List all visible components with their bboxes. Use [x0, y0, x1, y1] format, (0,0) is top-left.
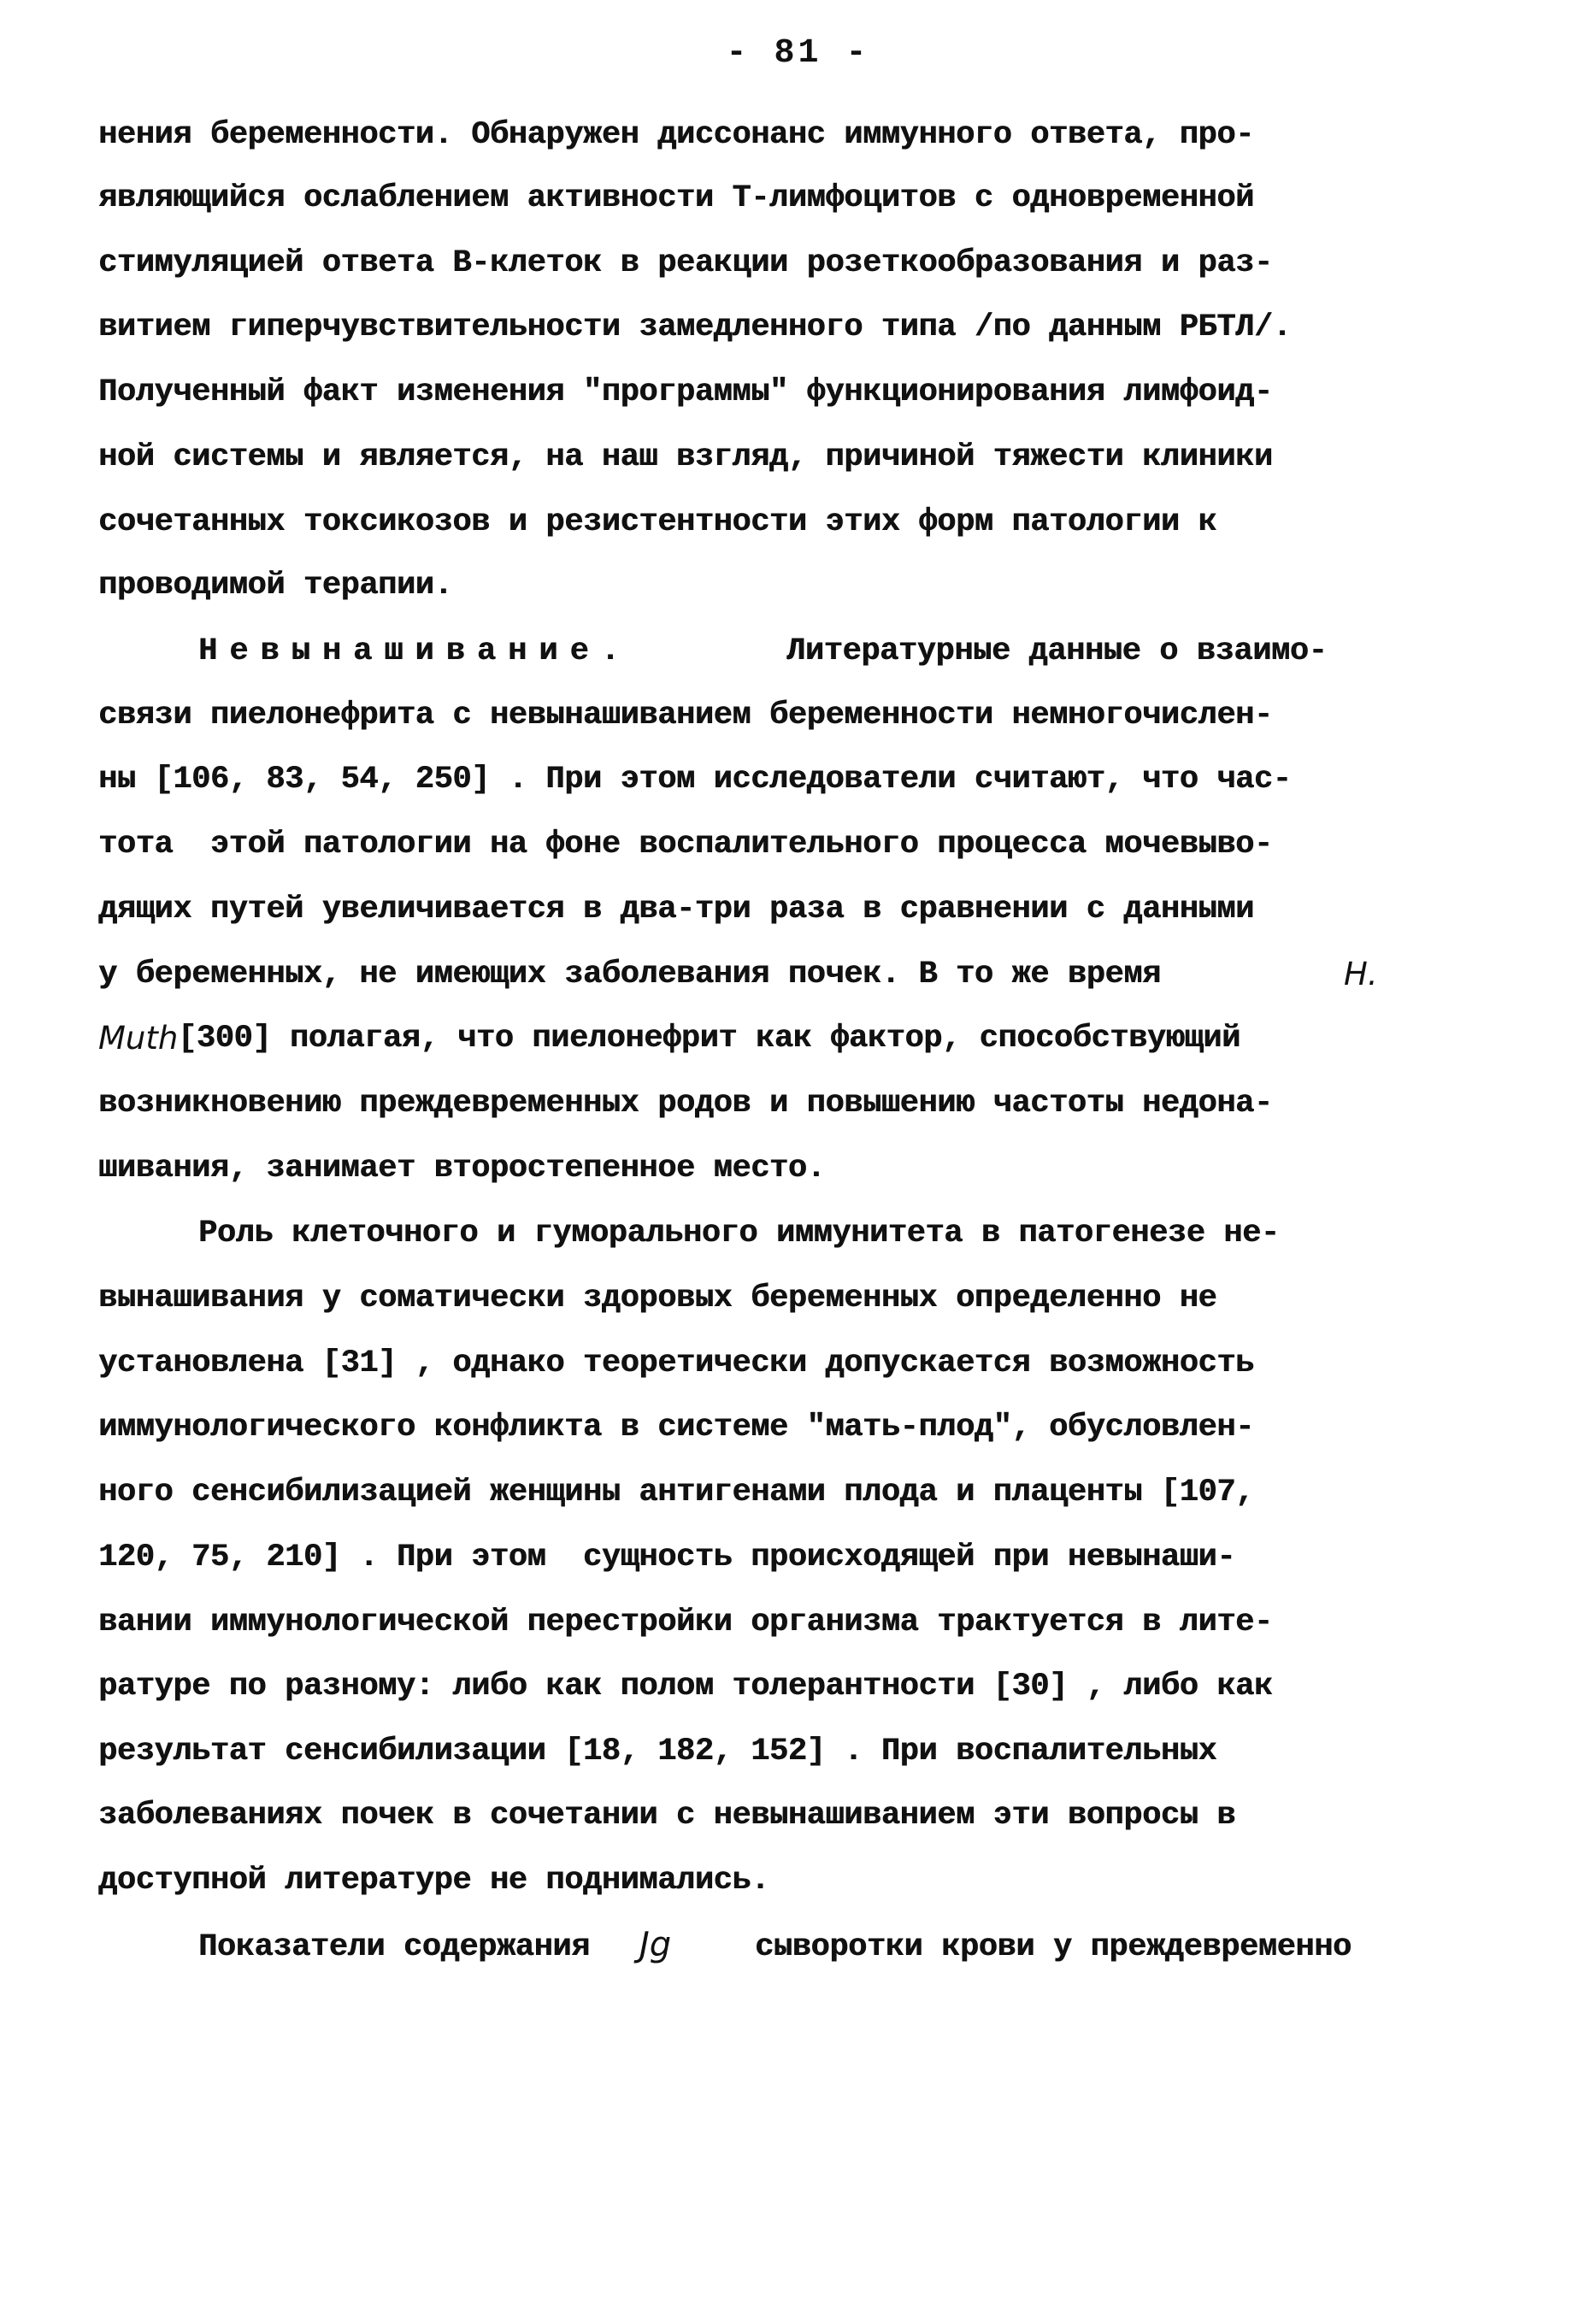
text-line: Роль клеточного и гуморального иммунитета в патогенезе не-: [198, 1216, 1280, 1251]
text-line: результат сенсибилизации [18, 182, 152] . При воспалительных: [98, 1734, 1217, 1769]
text-line: Показатели содержания: [198, 1929, 590, 1965]
text-line: сочетанных токсикозов и резистентности этих форм патологии к: [98, 504, 1217, 540]
text-line: 120, 75, 210] . При этом сущность происходящей при невынаши-: [98, 1540, 1236, 1575]
text-line: нения беременности. Обнаружен диссонанс иммунного ответа, про-: [98, 117, 1254, 153]
handwritten-author-initial: H.: [1344, 956, 1378, 992]
text-line: ратуре по разному: либо как полом толерантности [30] , либо как: [98, 1669, 1273, 1705]
text-line: у беременных, не имеющих заболевания почек. В то же время: [98, 957, 1161, 992]
text-line: вынашивания у соматически здоровых беременных определенно не: [98, 1281, 1217, 1316]
text-line: заболеваниях почек в сочетании с невынашиванием эти вопросы в: [98, 1798, 1236, 1834]
text-line: витием гиперчувствительности замедленного типа /по данным РБТЛ/.: [98, 309, 1292, 345]
text-line: дящих путей увеличивается в два-три раза в сравнении с данными: [98, 892, 1254, 927]
text-line: шивания, занимает второстепенное место.: [98, 1151, 826, 1186]
text-line: стимуляцией ответа В-клеток в реакции розеткообразования и раз-: [98, 245, 1273, 281]
handwritten-author-name: Muth: [98, 1020, 179, 1057]
text-line: вании иммунологической перестройки организма трактуется в лите-: [98, 1604, 1273, 1640]
text-line: ного сенсибилизацией женщины антигенами плода и плаценты [107,: [98, 1475, 1254, 1510]
text-line: установлена [31] , однако теоретически допускается возможность: [98, 1345, 1254, 1381]
text-line: возникновению преждевременных родов и повышению частоты недона-: [98, 1086, 1273, 1122]
text-line: проводимой терапии.: [98, 568, 453, 603]
text-line: иммунологического конфликта в системе "мать-плод", обусловлен-: [98, 1410, 1254, 1445]
text-line: [300] полагая, что пиелонефрит как фактор, способствующий: [178, 1021, 1240, 1057]
text-line: сыворотки крови у преждевременно: [755, 1929, 1352, 1965]
section-heading: Невынашивание.: [198, 633, 632, 669]
text-line: тота этой патологии на фоне воспалительного процесса мочевыво-: [98, 827, 1273, 863]
text-line: доступной литературе не поднимались.: [98, 1863, 769, 1899]
page-number: - 81 -: [726, 34, 870, 73]
text-line: Литературные данные о взаимо-: [786, 633, 1328, 669]
handwritten-symbol: Jg: [639, 1925, 672, 1964]
text-line: являющийся ослаблением активности Т-лимфоцитов с одновременной: [98, 180, 1254, 216]
text-line: связи пиелонефрита с невынашиванием беременности немногочислен-: [98, 698, 1273, 733]
text-line: ной системы и является, на наш взгляд, причиной тяжести клиники: [98, 439, 1273, 475]
text-line: Полученный факт изменения "программы" функционирования лимфоид-: [98, 374, 1273, 410]
text-line: ны [106, 83, 54, 250] . При этом исследователи считают, что час-: [98, 762, 1292, 798]
